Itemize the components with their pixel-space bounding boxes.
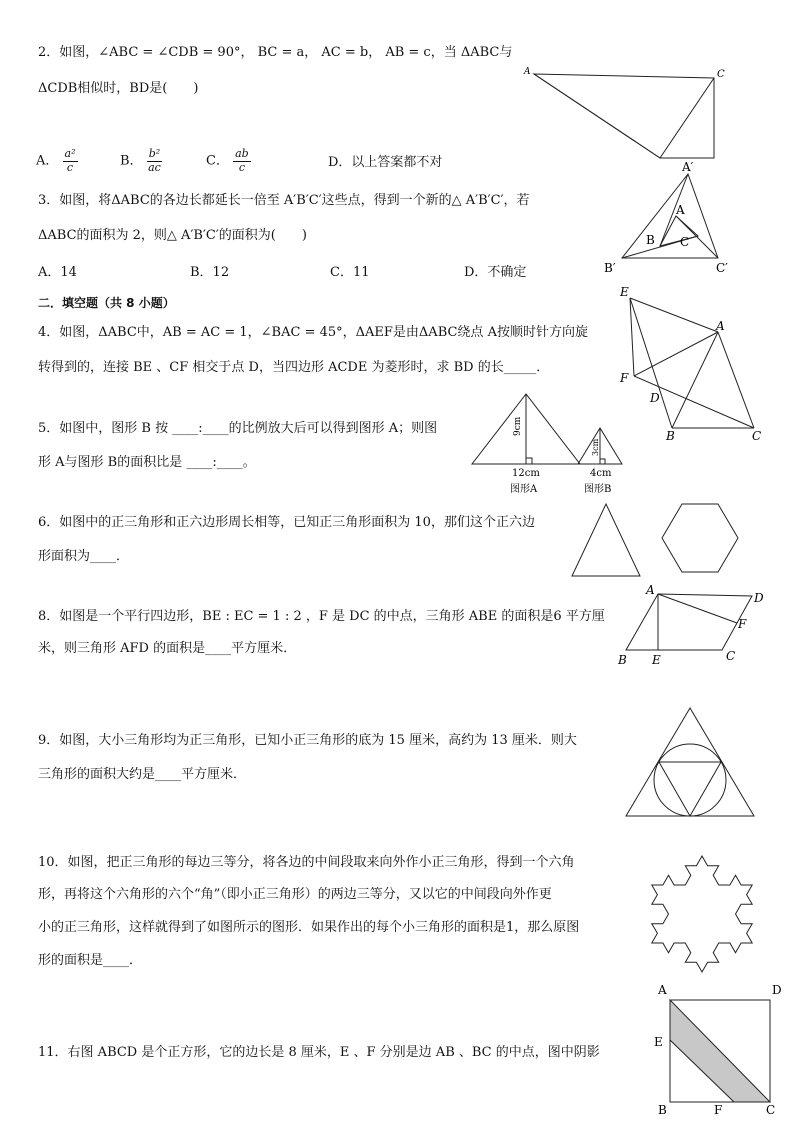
q3-label-cp: C′ bbox=[716, 261, 728, 275]
q11-label-a: A bbox=[658, 983, 667, 997]
q2-option-d: D．以上答案都不对 bbox=[328, 155, 443, 170]
q3-label-ap: A′ bbox=[682, 160, 694, 174]
q4-label-b: B bbox=[666, 429, 675, 443]
q5-label-b-base: 4cm bbox=[590, 468, 612, 479]
q6-figure bbox=[566, 496, 746, 586]
q10-line3: 小的正三角形，这样就得到了如图所示的图形．如果作出的每个小三角形的面积是1，那么原图 bbox=[38, 920, 580, 935]
q2-figure bbox=[520, 62, 730, 172]
q8-line2: 米，则三角形 AFD 的面积是____平方厘米． bbox=[38, 641, 297, 656]
q5-label-a-height: 9cm bbox=[513, 416, 523, 436]
q9-figure bbox=[622, 704, 758, 820]
q3-label-c: C bbox=[680, 235, 690, 249]
q8-line-af bbox=[658, 594, 737, 623]
q11-line1: 11．右图 ABCD 是个正方形，它的边长是 8 厘米，E 、F 分别是边 AB 、BC 的中点，图中阴影 bbox=[38, 1045, 600, 1060]
q8-line1: 8．如图是一个平行四边形，BE : EC = 1 : 2 ，F 是 DC 的中点，三角形 ABE 的面积是6 平方厘 bbox=[38, 609, 605, 624]
q5-label-a-base: 12cm bbox=[512, 468, 540, 479]
q2-option-a-num: a² bbox=[64, 147, 76, 160]
q2-segment-cb bbox=[660, 78, 714, 158]
q5-figure bbox=[468, 388, 638, 498]
q2-option-b-label: B． bbox=[120, 153, 143, 169]
q2-option-b-num: b² bbox=[148, 147, 161, 160]
q5-right-angle-b bbox=[600, 459, 605, 464]
q3-label-a: A bbox=[676, 203, 685, 217]
q11-figure bbox=[648, 980, 794, 1120]
q3-option-d: D．不确定 bbox=[464, 265, 527, 280]
q5-line1: 5．如图中，图形 B 按 ____:____的比例放大后可以得到图形 A；则图 bbox=[38, 421, 438, 436]
q8-label-c: C bbox=[726, 649, 736, 663]
q3-option-b: B．12 bbox=[190, 265, 230, 280]
q11-shaded-region bbox=[670, 1000, 770, 1102]
q3-option-c: C．11 bbox=[330, 265, 370, 280]
q4-line1: 4．如图，ΔABC中，AB = AC = 1，∠BAC = 45°，ΔAEF是由ΔABC绕点 A按顺时针方向旋 bbox=[38, 325, 588, 340]
q4-label-d: D bbox=[650, 391, 660, 405]
q9-circle bbox=[654, 744, 726, 816]
q11-label-b: B bbox=[658, 1103, 667, 1117]
q4-label-c: C bbox=[752, 429, 762, 443]
q2-option-a-label: A． bbox=[36, 153, 59, 169]
q8-label-f: F bbox=[738, 617, 747, 631]
q4-edge-fa bbox=[634, 332, 718, 376]
q8-label-b: B bbox=[618, 653, 627, 667]
q10-line2: 形，再将这个六角形的六个“角”（即小正三角形）的两边三等分，又以它的中间段向外作更 bbox=[38, 887, 552, 902]
q3-line2: ΔABC的面积为 2，则△ A′B′C′的面积为( ) bbox=[38, 228, 307, 243]
q8-label-e: E bbox=[652, 653, 661, 667]
section-heading: 二．填空题（共 8 小题） bbox=[38, 296, 175, 310]
q2-option-b-fraction bbox=[147, 148, 162, 174]
q2-quad bbox=[534, 74, 714, 158]
q5-caption-b: 图形B bbox=[584, 484, 612, 495]
q2-diagonal bbox=[534, 74, 660, 158]
q2-option-b bbox=[120, 148, 162, 174]
q10-koch-snowflake bbox=[652, 856, 752, 972]
q2-option-c-num: ab bbox=[235, 147, 249, 160]
q4-label-f: F bbox=[620, 371, 629, 385]
q3-figure bbox=[600, 160, 750, 280]
q10-figure bbox=[620, 838, 784, 984]
q2-option-b-den: ac bbox=[148, 160, 161, 174]
q2-option-c-den: c bbox=[238, 160, 245, 174]
q3-outer-triangle bbox=[622, 174, 718, 258]
q5-caption-a: 图形A bbox=[510, 484, 538, 495]
q4-label-a: A bbox=[716, 319, 725, 333]
q2-option-c-label: C． bbox=[206, 153, 229, 169]
q10-line4: 形的面积是____． bbox=[38, 953, 143, 968]
q10-line1: 10．如图，把正三角形的每边三等分，将各边的中间段取来向外作小正三角形，得到一个六角 bbox=[38, 855, 575, 870]
q2-option-c bbox=[206, 148, 251, 174]
q2-option-a-den: c bbox=[66, 160, 74, 174]
q6-triangle bbox=[572, 504, 640, 576]
q2-line1: 2．如图，∠ABC = ∠CDB = 90°， BC = a， AC = b， AB = c，当 ΔABC与 bbox=[38, 45, 513, 60]
q6-line2: 形面积为____． bbox=[38, 549, 130, 564]
q11-label-d: D bbox=[772, 983, 782, 997]
q2-label-a: A bbox=[524, 67, 531, 77]
q6-line1: 6．如图中的正三角形和正六边形周长相等，已知正三角形面积为 10，那们这个正六边 bbox=[38, 515, 535, 530]
q9-line1: 9．如图，大小三角形均为正三角形，已知小正三角形的底为 15 厘米，高约为 13 厘米．则大 bbox=[38, 733, 577, 748]
q3-label-b: B bbox=[646, 233, 655, 247]
q2-option-a bbox=[36, 148, 78, 174]
q2-line2: ΔCDB相似时，BD是( ) bbox=[38, 81, 199, 96]
q8-label-d: D bbox=[754, 591, 764, 605]
q8-label-a: A bbox=[646, 583, 655, 597]
q5-line2: 形 A与图形 B的面积比是 ____:____。 bbox=[38, 455, 256, 470]
q4-edge-ea bbox=[630, 298, 718, 332]
q3-line1: 3．如图，将ΔABC的各边长都延长一倍至 A′B′C′这些点，得到一个新的△ A′B′C′，若 bbox=[38, 193, 530, 208]
q9-line2: 三角形的面积大约是____平方厘米． bbox=[38, 767, 247, 782]
q8-figure bbox=[612, 582, 772, 672]
q2-option-c-fraction bbox=[233, 148, 251, 174]
q4-edge-ac bbox=[718, 332, 754, 428]
q4-line2: 转得到的，连接 BE 、CF 相交于点 D，当四边形 ACDE 为菱形时，求 BD 的长_____． bbox=[38, 360, 550, 375]
q4-label-e: E bbox=[620, 285, 629, 299]
q11-label-f: F bbox=[714, 1103, 723, 1117]
q9-small-triangle bbox=[659, 762, 721, 816]
q6-hexagon bbox=[662, 504, 738, 572]
q11-label-c: C bbox=[766, 1103, 776, 1117]
q11-label-e: E bbox=[654, 1035, 663, 1049]
q2-option-a-fraction bbox=[63, 148, 78, 174]
q3-option-a: A．14 bbox=[38, 265, 77, 280]
q5-label-b-height: 3cm bbox=[591, 438, 600, 456]
q5-right-angle-a bbox=[526, 458, 532, 464]
q2-label-c: C bbox=[717, 69, 725, 80]
q4-edge-ab bbox=[672, 332, 718, 428]
q3-label-bp: B′ bbox=[604, 261, 616, 275]
